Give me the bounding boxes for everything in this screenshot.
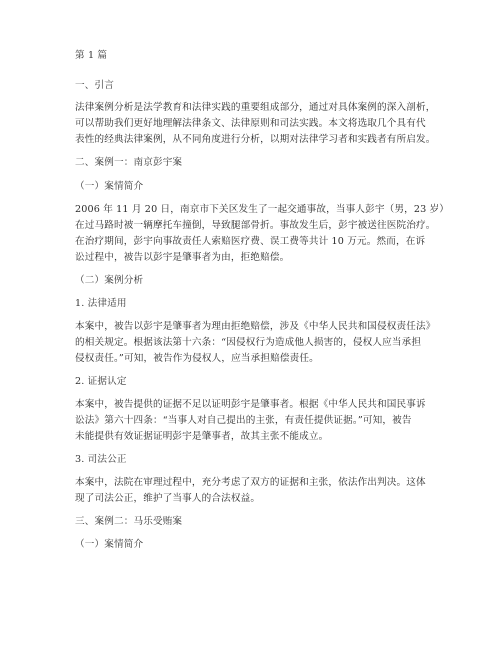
paragraph-line: 未能提供有效证据证明彭宇是肇事者，故其主张不能成立。 <box>75 431 329 442</box>
paragraph-line: 本案中，法院在审理过程中，充分考虑了双方的证据和主张，依法作出判决。这体 <box>75 477 426 488</box>
heading-introduction: 一、引言 <box>75 80 114 91</box>
paragraph-line: 在治疗期间，彭宇向事故责任人索赔医疗费、误工费等共计 10 万元。然而，在诉 <box>75 236 426 247</box>
subheading: （一）案情简介 <box>75 539 144 550</box>
paragraph-line: 侵权责任。”可知，被告作为侵权人，应当承担赔偿责任。 <box>75 353 319 364</box>
section-label: 第 1 篇 <box>75 50 108 61</box>
numbered-heading: 2. 证据认定 <box>75 376 127 387</box>
paragraph-line: 的相关规定。根据该法第十六条：“因侵权行为造成他人损害的，侵权人应当承担 <box>75 337 422 348</box>
paragraph-line: 本案中，被告以彭宇是肇事者为理由拒绝赔偿，涉及《中华人民共和国侵权责任法》 <box>75 321 436 332</box>
heading-case-one: 二、案例一：南京彭宇案 <box>75 157 183 168</box>
numbered-heading: 3. 司法公正 <box>75 454 127 465</box>
subheading: （二）案例分析 <box>75 275 144 286</box>
paragraph-line: 讼法》第六十四条：“当事人对自己提出的主张，有责任提供证据。”可知，被告 <box>75 415 412 426</box>
numbered-heading: 1. 法律适用 <box>75 298 127 309</box>
paragraph-line: 法律案例分析是法学教育和法律实践的重要组成部分，通过对具体案例的深入剖析， <box>75 102 436 113</box>
paragraph-line: 表性的经典法律案例，从不同角度进行分析，以期对法律学习者和实践者有所启发。 <box>75 134 436 145</box>
paragraph-line: 讼过程中，被告以彭宇是肇事者为由，拒绝赔偿。 <box>75 252 290 263</box>
heading-case-two: 三、案例二：马乐受贿案 <box>75 516 183 527</box>
paragraph-line: 本案中，被告提供的证据不足以证明彭宇是肇事者。根据《中华人民共和国民事诉 <box>75 399 426 410</box>
paragraph-line: 2006 年 11 月 20 日，南京市下关区发生了一起交通事故，当事人彭宇（男，23 岁） <box>75 204 450 215</box>
subheading: （一）案情简介 <box>75 181 144 192</box>
paragraph-line: 在过马路时被一辆摩托车撞倒，导致腿部骨折。事故发生后，彭宇被送往医院治疗。 <box>75 220 436 231</box>
paragraph-line: 可以帮助我们更好地理解法律条文、法律原则和司法实践。本文将选取几个具有代 <box>75 118 426 129</box>
paragraph-line: 现了司法公正，维护了当事人的合法权益。 <box>75 493 261 504</box>
